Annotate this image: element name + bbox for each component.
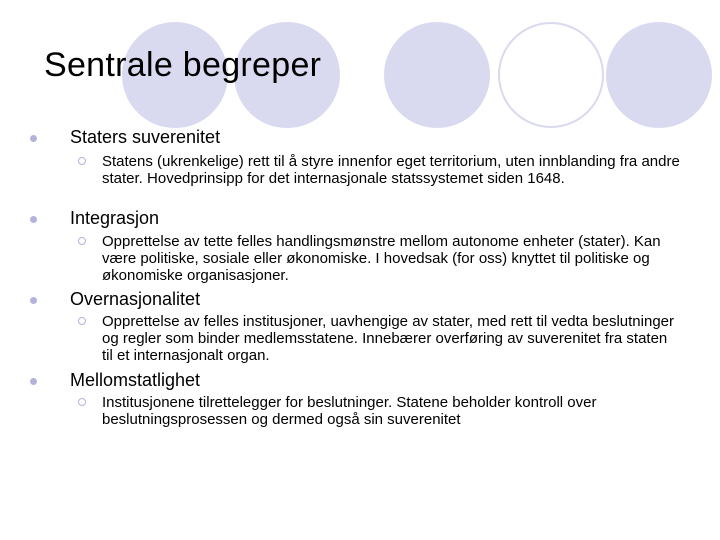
sub-bullet-text: Institusjonene tilrettelegger for beslutninger. Statene beholder kontroll over beslutningsprosessen og dermed også sin suverenitet (102, 394, 597, 428)
bullet-dot-icon (30, 216, 37, 223)
decor-circle-4 (498, 22, 604, 128)
ring-bullet-icon (78, 157, 86, 165)
bullet-label: Integrasjon (70, 208, 160, 228)
bullet-label: Overnasjonalitet (70, 289, 201, 309)
bullet-mellomstatlighet (70, 369, 200, 391)
ring-bullet-icon (78, 317, 86, 325)
bullet-overnasjonalitet (70, 288, 200, 310)
slide-title: Sentrale begreper (44, 46, 322, 84)
decor-circle-3 (384, 22, 490, 128)
decor-circle-5 (606, 22, 712, 128)
bullet-label: Mellomstatlighet (70, 370, 201, 390)
bullet-staters-suverenitet (70, 126, 220, 148)
sub-bullet-overnasjonalitet (102, 313, 682, 364)
sub-bullet-staters-suverenitet (102, 153, 682, 187)
bullet-dot-icon (30, 378, 37, 385)
sub-bullet-text: Opprettelse av felles institusjoner, uavhengige av stater, med rett til vedta beslutninger og regler som binder medlemsstatene. Innebærer overføring av suverenitet fra staten til et internasjonalt organ. (102, 313, 674, 364)
ring-bullet-icon (78, 398, 86, 406)
sub-bullet-text: Opprettelse av tette felles handlingsmønstre mellom autonome enheter (stater). Kan være politiske, sosiale eller økonomiske. I hovedsak (for oss) knyttet til politiske og økonomiske organisasjoner. (102, 233, 661, 284)
bullet-dot-icon (30, 135, 37, 142)
sub-bullet-text: Statens (ukrenkelige) rett til å styre innenfor eget territorium, uten innblanding fra andre stater. Hovedprinsipp for det internasjonale statssystemet siden 1648. (102, 153, 680, 187)
sub-bullet-integrasjon (102, 233, 682, 284)
sub-bullet-mellomstatlighet (102, 394, 682, 428)
bullet-label: Staters suverenitet (70, 127, 221, 147)
bullet-integrasjon (70, 207, 159, 229)
ring-bullet-icon (78, 237, 86, 245)
bullet-dot-icon (30, 297, 37, 304)
